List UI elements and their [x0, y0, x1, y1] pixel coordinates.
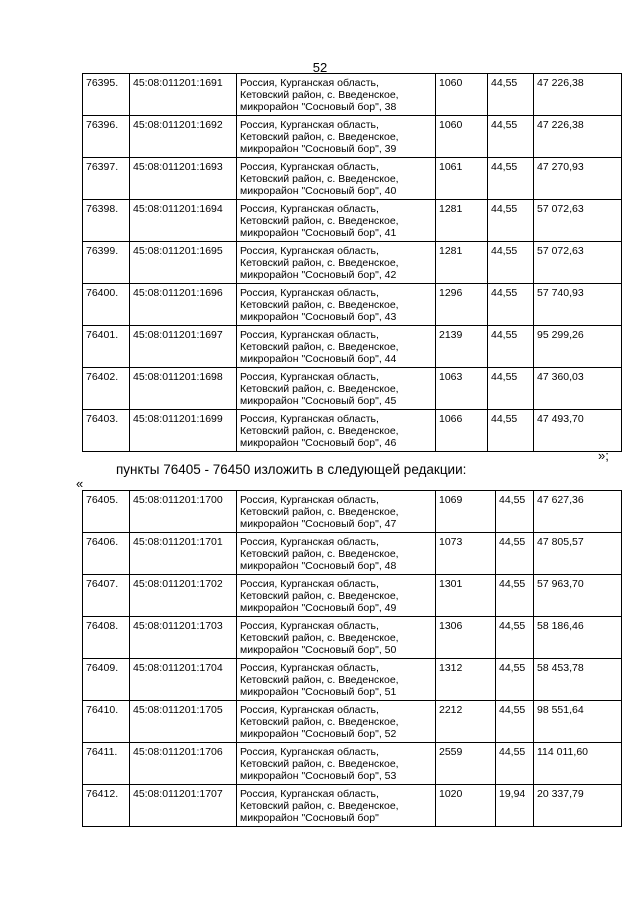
- address-line: микрорайон "Сосновый бор", 38: [240, 101, 397, 113]
- address-line: микрорайон "Сосновый бор", 40: [240, 185, 397, 197]
- rate-cell: 44,55: [488, 326, 534, 368]
- area-cell: 2139: [436, 326, 488, 368]
- table-row: [83, 701, 622, 743]
- rate-cell: 44,55: [488, 410, 534, 452]
- address-cell: [237, 74, 436, 116]
- table-row: [83, 158, 622, 200]
- address-line: Россия, Курганская область,: [240, 329, 379, 341]
- address-line: микрорайон "Сосновый бор", 42: [240, 269, 397, 281]
- area-cell: 1066: [436, 410, 488, 452]
- cadastral-number-cell: 45:08:011201:1701: [130, 533, 237, 575]
- address-line: Кетовский район, с. Введенское,: [240, 131, 399, 143]
- row-number-cell: 76398.: [83, 200, 130, 242]
- address-line: микрорайон "Сосновый бор", 50: [240, 644, 397, 656]
- address-line: микрорайон "Сосновый бор", 41: [240, 227, 397, 239]
- area-cell: 1073: [436, 533, 496, 575]
- cost-cell: 57 072,63: [534, 200, 622, 242]
- rate-cell: 44,55: [496, 533, 534, 575]
- address-cell: [237, 743, 436, 785]
- row-number-cell: 76397.: [83, 158, 130, 200]
- row-number-cell: 76401.: [83, 326, 130, 368]
- address-line: микрорайон "Сосновый бор", 43: [240, 311, 397, 323]
- cost-cell: 58 453,78: [534, 659, 622, 701]
- cost-cell: 57 072,63: [534, 242, 622, 284]
- area-cell: 1020: [436, 785, 496, 827]
- address-line: Кетовский район, с. Введенское,: [240, 506, 399, 518]
- address-cell: [237, 116, 436, 158]
- rate-cell: 44,55: [496, 743, 534, 785]
- cadastral-number-cell: 45:08:011201:1692: [130, 116, 237, 158]
- cadastral-number-cell: 45:08:011201:1695: [130, 242, 237, 284]
- address-line: Россия, Курганская область,: [240, 536, 379, 548]
- address-line: Кетовский район, с. Введенское,: [240, 716, 399, 728]
- cadastral-number-cell: 45:08:011201:1691: [130, 74, 237, 116]
- row-number-cell: 76407.: [83, 575, 130, 617]
- rate-cell: 44,55: [488, 242, 534, 284]
- cadastral-number-cell: 45:08:011201:1693: [130, 158, 237, 200]
- cadastral-number-cell: 45:08:011201:1703: [130, 617, 237, 659]
- address-line: Кетовский район, с. Введенское,: [240, 383, 399, 395]
- address-line: микрорайон "Сосновый бор", 44: [240, 353, 397, 365]
- cadastral-number-cell: 45:08:011201:1694: [130, 200, 237, 242]
- rate-cell: 44,55: [496, 659, 534, 701]
- address-line: микрорайон "Сосновый бор", 53: [240, 770, 397, 782]
- page-number: 52: [312, 60, 328, 75]
- address-line: Кетовский район, с. Введенское,: [240, 548, 399, 560]
- cost-cell: 114 011,60: [534, 743, 622, 785]
- cost-cell: 57 963,70: [534, 575, 622, 617]
- cadastral-number-cell: 45:08:011201:1705: [130, 701, 237, 743]
- cadastral-number-cell: 45:08:011201:1696: [130, 284, 237, 326]
- address-line: Кетовский район, с. Введенское,: [240, 89, 399, 101]
- table-row: [83, 659, 622, 701]
- rate-cell: 44,55: [496, 491, 534, 533]
- address-line: микрорайон "Сосновый бор", 45: [240, 395, 397, 407]
- cost-cell: 57 740,93: [534, 284, 622, 326]
- area-cell: 1301: [436, 575, 496, 617]
- address-line: Кетовский район, с. Введенское,: [240, 299, 399, 311]
- address-line: Россия, Курганская область,: [240, 578, 379, 590]
- land-plots-table-top: [82, 73, 622, 452]
- table-body: [83, 74, 622, 452]
- rate-cell: 44,55: [496, 701, 534, 743]
- row-number-cell: 76399.: [83, 242, 130, 284]
- address-cell: [237, 410, 436, 452]
- area-cell: 1296: [436, 284, 488, 326]
- address-line: Кетовский район, с. Введенское,: [240, 425, 399, 437]
- cost-cell: 47 805,57: [534, 533, 622, 575]
- cost-cell: 47 360,03: [534, 368, 622, 410]
- address-line: Россия, Курганская область,: [240, 77, 379, 89]
- cost-cell: 47 493,70: [534, 410, 622, 452]
- row-number-cell: 76408.: [83, 617, 130, 659]
- table-row: [83, 743, 622, 785]
- address-line: Россия, Курганская область,: [240, 788, 379, 800]
- row-number-cell: 76405.: [83, 491, 130, 533]
- rate-cell: 44,55: [488, 74, 534, 116]
- address-cell: [237, 785, 436, 827]
- opening-quote-mark: «: [76, 476, 84, 491]
- table-row: [83, 242, 622, 284]
- cadastral-number-cell: 45:08:011201:1697: [130, 326, 237, 368]
- area-cell: 1306: [436, 617, 496, 659]
- cadastral-number-cell: 45:08:011201:1707: [130, 785, 237, 827]
- cost-cell: 58 186,46: [534, 617, 622, 659]
- cost-cell: 47 226,38: [534, 74, 622, 116]
- rate-cell: 44,55: [488, 158, 534, 200]
- address-line: Россия, Курганская область,: [240, 704, 379, 716]
- address-cell: [237, 242, 436, 284]
- table-row: [83, 617, 622, 659]
- address-line: Кетовский район, с. Введенское,: [240, 590, 399, 602]
- address-line: Россия, Курганская область,: [240, 161, 379, 173]
- table-row: [83, 533, 622, 575]
- rate-cell: 44,55: [488, 116, 534, 158]
- address-line: Россия, Курганская область,: [240, 371, 379, 383]
- row-number-cell: 76410.: [83, 701, 130, 743]
- address-line: микрорайон "Сосновый бор", 47: [240, 518, 397, 530]
- address-line: микрорайон "Сосновый бор", 49: [240, 602, 397, 614]
- area-cell: 1060: [436, 74, 488, 116]
- area-cell: 1281: [436, 200, 488, 242]
- row-number-cell: 76403.: [83, 410, 130, 452]
- rate-cell: 44,55: [496, 575, 534, 617]
- address-line: микрорайон "Сосновый бор", 46: [240, 437, 397, 449]
- table-row: [83, 74, 622, 116]
- address-cell: [237, 158, 436, 200]
- area-cell: 1312: [436, 659, 496, 701]
- table-row: [83, 116, 622, 158]
- cadastral-number-cell: 45:08:011201:1706: [130, 743, 237, 785]
- address-cell: [237, 533, 436, 575]
- row-number-cell: 76409.: [83, 659, 130, 701]
- address-line: Кетовский район, с. Введенское,: [240, 257, 399, 269]
- address-line: Россия, Курганская область,: [240, 287, 379, 299]
- address-line: микрорайон "Сосновый бор", 39: [240, 143, 397, 155]
- row-number-cell: 76402.: [83, 368, 130, 410]
- cost-cell: 20 337,79: [534, 785, 622, 827]
- table-row: [83, 410, 622, 452]
- address-cell: [237, 200, 436, 242]
- cost-cell: 47 627,36: [534, 491, 622, 533]
- closing-quote-mark: »;: [598, 448, 609, 463]
- table-row: [83, 326, 622, 368]
- rate-cell: 44,55: [496, 617, 534, 659]
- address-line: Россия, Курганская область,: [240, 245, 379, 257]
- address-cell: [237, 326, 436, 368]
- cost-cell: 47 226,38: [534, 116, 622, 158]
- address-line: Россия, Курганская область,: [240, 620, 379, 632]
- cadastral-number-cell: 45:08:011201:1700: [130, 491, 237, 533]
- address-cell: [237, 491, 436, 533]
- address-line: Кетовский район, с. Введенское,: [240, 632, 399, 644]
- rate-cell: 44,55: [488, 200, 534, 242]
- address-cell: [237, 575, 436, 617]
- address-line: Россия, Курганская область,: [240, 413, 379, 425]
- row-number-cell: 76406.: [83, 533, 130, 575]
- address-cell: [237, 659, 436, 701]
- area-cell: 1061: [436, 158, 488, 200]
- table-body: [83, 491, 622, 827]
- row-number-cell: 76412.: [83, 785, 130, 827]
- row-number-cell: 76396.: [83, 116, 130, 158]
- area-cell: 1281: [436, 242, 488, 284]
- address-line: микрорайон "Сосновый бор": [240, 812, 379, 824]
- table-row: [83, 284, 622, 326]
- row-number-cell: 76411.: [83, 743, 130, 785]
- cadastral-number-cell: 45:08:011201:1698: [130, 368, 237, 410]
- table-row: [83, 200, 622, 242]
- address-line: Кетовский район, с. Введенское,: [240, 341, 399, 353]
- address-cell: [237, 284, 436, 326]
- address-line: Россия, Курганская область,: [240, 119, 379, 131]
- address-line: Россия, Курганская область,: [240, 494, 379, 506]
- row-number-cell: 76400.: [83, 284, 130, 326]
- address-cell: [237, 617, 436, 659]
- rate-cell: 44,55: [488, 368, 534, 410]
- cost-cell: 98 551,64: [534, 701, 622, 743]
- address-line: Россия, Курганская область,: [240, 203, 379, 215]
- table-row: [83, 491, 622, 533]
- cadastral-number-cell: 45:08:011201:1699: [130, 410, 237, 452]
- area-cell: 2212: [436, 701, 496, 743]
- rate-cell: 19,94: [496, 785, 534, 827]
- rate-cell: 44,55: [488, 284, 534, 326]
- cost-cell: 95 299,26: [534, 326, 622, 368]
- cadastral-number-cell: 45:08:011201:1702: [130, 575, 237, 617]
- area-cell: 1060: [436, 116, 488, 158]
- cost-cell: 47 270,93: [534, 158, 622, 200]
- address-line: микрорайон "Сосновый бор", 48: [240, 560, 397, 572]
- area-cell: 1069: [436, 491, 496, 533]
- address-line: микрорайон "Сосновый бор", 52: [240, 728, 397, 740]
- address-line: Кетовский район, с. Введенское,: [240, 173, 399, 185]
- address-cell: [237, 701, 436, 743]
- address-line: микрорайон "Сосновый бор", 51: [240, 686, 397, 698]
- address-line: Кетовский район, с. Введенское,: [240, 800, 399, 812]
- cadastral-number-cell: 45:08:011201:1704: [130, 659, 237, 701]
- table-row: [83, 368, 622, 410]
- address-cell: [237, 368, 436, 410]
- address-line: Кетовский район, с. Введенское,: [240, 674, 399, 686]
- area-cell: 2559: [436, 743, 496, 785]
- address-line: Россия, Курганская область,: [240, 662, 379, 674]
- address-line: Кетовский район, с. Введенское,: [240, 758, 399, 770]
- address-line: Россия, Курганская область,: [240, 746, 379, 758]
- table-row: [83, 785, 622, 827]
- land-plots-table-bottom: [82, 490, 622, 827]
- row-number-cell: 76395.: [83, 74, 130, 116]
- address-line: Кетовский район, с. Введенское,: [240, 215, 399, 227]
- table-row: [83, 575, 622, 617]
- area-cell: 1063: [436, 368, 488, 410]
- amendment-instruction: пункты 76405 - 76450 изложить в следующей редакции:: [116, 462, 467, 477]
